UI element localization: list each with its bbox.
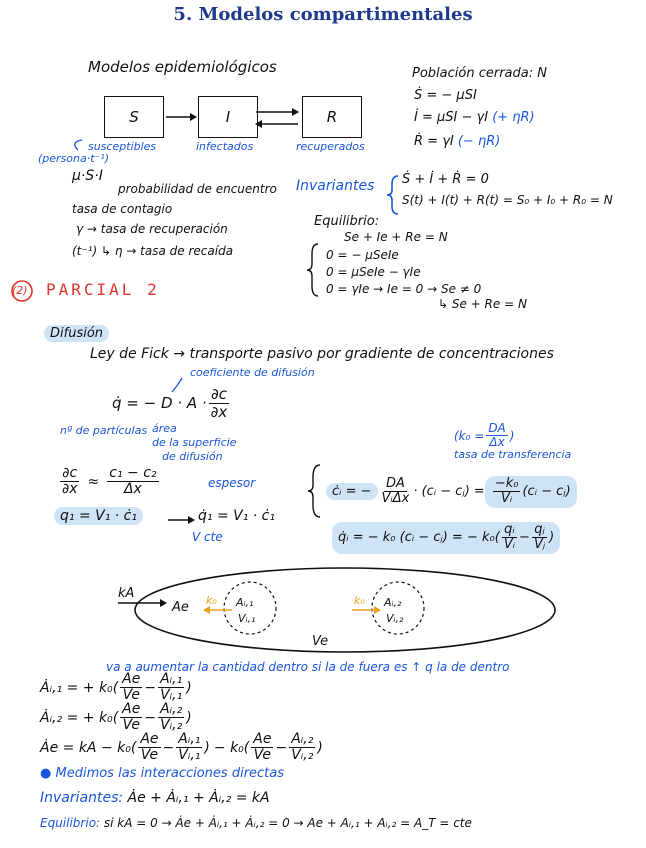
fick-line: Ley de Fick → transporte pasivo por gradiente de concentraciones	[90, 346, 554, 362]
eq-s: Ṡ = − μSI	[414, 88, 477, 103]
ae-f3n: Ae	[253, 731, 272, 747]
mu-term: μ·S·I	[72, 168, 103, 184]
approx-rhs-den: Δx	[123, 481, 142, 498]
q1-dot: q̇₁ = V₁ · ċ₁	[198, 508, 275, 524]
approx-lhs-num: ∂c	[62, 465, 78, 481]
ae-f2d: Vᵢ,₁	[178, 747, 201, 764]
brace-invariantes	[387, 176, 398, 214]
a2-f1	[120, 702, 142, 734]
ci-den: VᵢΔx	[381, 491, 410, 507]
eta-note: (t⁻¹) ↳ η → tasa de recaída	[72, 244, 234, 258]
ci-tail: (cᵢ − cⱼ)	[522, 484, 571, 500]
a1-lhs: Ȧᵢ,₁ = + k₀	[40, 679, 113, 696]
label-susceptibles: susceptibles	[88, 140, 157, 153]
inv-1: Ṡ + İ + Ṙ = 0	[402, 172, 489, 187]
ae-f4n: Aᵢ,₂	[291, 731, 314, 747]
inv-2: S(t) + I(t) + R(t) = S₀ + I₀ + R₀ = N	[402, 193, 613, 207]
dc: ∂c	[210, 385, 227, 403]
a2-f2n: Aᵢ,₂	[160, 701, 183, 717]
ae-f1n: Ae	[140, 731, 159, 747]
prob-note: probabilidad de encuentro	[118, 182, 277, 196]
epi-heading: Modelos epidemiológicos	[88, 58, 277, 76]
k0-right-label: k₀	[354, 594, 365, 607]
box-susceptibles	[104, 96, 164, 138]
box-r-label: R	[326, 108, 338, 126]
qi-a-den: Vᵢ	[503, 537, 516, 553]
tasa-contagio: tasa de contagio	[72, 202, 173, 216]
vi2-label: Vᵢ,₂	[386, 612, 404, 625]
eq-i-main: İ = μSI − γI	[414, 110, 489, 125]
a2-equation: Ȧᵢ,₂ = + k₀ ( $\frac{Ae}{Ve}$ − $\frac{\text{Aᵢ,₂}}{\text{Vᵢ,₂}}$ )	[40, 701, 192, 734]
k0-lhs: (k₀ =	[454, 428, 485, 443]
eq-bottom	[40, 816, 472, 830]
equilibrio-label: Equilibrio:	[314, 214, 380, 229]
inv-bottom-label: Invariantes:	[40, 790, 124, 806]
v-cte-note: V cte	[192, 530, 223, 544]
a2-f2d: Vᵢ,₂	[160, 717, 183, 734]
k0-den: Δx	[489, 435, 505, 450]
coef-note: coeficiente de difusión	[190, 366, 315, 379]
eq-e4: ↳ Se + Re = N	[438, 297, 527, 311]
a2-f1n: Ae	[122, 701, 141, 717]
qi-lhs: q̇ᵢ = − k₀ (cᵢ − cⱼ) = − k₀	[338, 530, 495, 546]
area-note-2: de la superficie	[152, 436, 237, 449]
dc-dx-frac	[209, 386, 230, 420]
a1-f1n: Ae	[122, 671, 141, 687]
eq-r-main: Ṙ = γI	[414, 134, 454, 149]
medimos-text: Medimos las interacciones directas	[55, 766, 285, 781]
approx-rhs	[107, 466, 158, 498]
dx: ∂x	[210, 402, 228, 421]
area-note-1: área	[152, 422, 177, 435]
qi-frac-a	[502, 523, 517, 553]
vi1-label: Vᵢ,₁	[238, 612, 256, 625]
eq-r	[414, 134, 500, 149]
eq-i-extra: (+ ηR)	[492, 110, 535, 125]
a2-f2	[158, 702, 184, 734]
dif-heading	[44, 326, 109, 341]
box-infectados	[198, 96, 258, 138]
parcial-text: PARCIAL 2	[46, 280, 160, 299]
ci-highlight	[485, 476, 577, 508]
ci-num2: −k₀	[494, 476, 519, 491]
ae-mid: − k₀	[213, 739, 244, 756]
persona-note: (persona·t⁻¹)	[38, 152, 110, 165]
ae-lhs: Ȧe = kA − k₀	[40, 739, 131, 756]
eq-r-extra: (− ηR)	[457, 134, 501, 149]
label-recuperados: recuperados	[296, 140, 365, 153]
qi-equation	[332, 522, 560, 554]
k0-rhs: )	[509, 428, 515, 443]
eq-e1: 0 = − μSeIe	[326, 248, 399, 262]
ka-label: kA	[118, 586, 135, 601]
label-infectados: infectados	[196, 140, 254, 153]
k0-num: DA	[488, 421, 506, 435]
ai1-label: Aᵢ,₁	[236, 596, 254, 609]
inv-bottom	[40, 790, 270, 806]
parcial-mark: (2)	[12, 284, 28, 297]
qi-b-den: Vⱼ	[533, 537, 546, 553]
qdot-lhs: q̇ = − D · A ·	[112, 394, 207, 412]
a1-f1d: Ve	[122, 687, 140, 704]
approx-equation: $\frac{\partial c}{\partial x}$ ≈ $\frac{\text{c₁ − c₂}}{\Delta x}$	[62, 465, 157, 498]
eq-e0: Se + Ie + Re = N	[344, 230, 448, 244]
ae-f3d: Ve	[253, 747, 272, 764]
ci-lhs: ċᵢ = −	[326, 483, 378, 500]
a2-lhs: Ȧᵢ,₂ = + k₀	[40, 709, 113, 726]
qi-a-num: qᵢ	[504, 522, 515, 537]
area-note-3: de difusión	[162, 450, 223, 463]
brace-equilibrio	[307, 244, 318, 296]
ci-frac2	[493, 477, 521, 507]
k0-frac	[486, 422, 507, 449]
brace-difusion	[308, 465, 320, 517]
eq-bottom-eq: si kA = 0 → Ȧe + Ȧᵢ,₁ + Ȧᵢ,₂ = 0 → Ae + Aᵢ,₁ + Aᵢ,₂ = A_T = cte	[103, 816, 472, 830]
fick-equation	[112, 386, 231, 420]
bullet-icon: ●	[40, 766, 52, 781]
gamma-note: γ → tasa de recuperación	[76, 222, 228, 236]
ci-mid: · (cᵢ − cⱼ) =	[413, 484, 485, 500]
particulas-note: nº de partículas	[60, 424, 148, 437]
eq-e2: 0 = μSeIe − γIe	[326, 265, 421, 279]
medimos-note	[40, 766, 284, 781]
box-s-label: S	[129, 108, 139, 126]
ae-f4	[289, 732, 315, 764]
ae-f2n: Aᵢ,₁	[178, 731, 201, 747]
q1-eq	[54, 508, 143, 524]
eq-i	[414, 110, 535, 125]
eq-bottom-label: Equilibrio:	[40, 816, 101, 830]
ci-equation	[326, 476, 577, 508]
inv-bottom-eq: Ȧe + Ȧᵢ,₁ + Ȧᵢ,₂ = kA	[127, 790, 270, 806]
eq-e3: 0 = γIe → Ie = 0 → Se ≠ 0	[326, 282, 482, 296]
ci-den2: Vᵢ	[501, 491, 513, 507]
box-i-label: I	[225, 108, 231, 126]
box-recuperados	[302, 96, 362, 138]
q1-eq-text: q₁ = V₁ · ċ₁	[54, 507, 143, 525]
extracellular-ellipse	[135, 568, 555, 652]
a1-f2d: Vᵢ,₁	[160, 687, 183, 704]
ae-f1	[138, 732, 160, 764]
espesor-note: espesor	[208, 476, 256, 490]
dif-heading-text: Difusión	[44, 325, 109, 342]
page-title: 5. Modelos compartimentales	[173, 4, 473, 25]
tasa-transf: tasa de transferencia	[454, 448, 572, 461]
ae-equation: Ȧe = kA − k₀ ( $\frac{Ae}{Ve}$ − $\frac{\text{Aᵢ,₁}}{\text{Vᵢ,₁}}$ ) − k₀ ( $\frac{Ae}{Ve}$ − $\frac{\text{Aᵢ,₂}}{\text{Vᵢ,₂}}$ )	[40, 731, 323, 764]
qi-highlight: q̇ᵢ = − k₀ (cᵢ − cⱼ) = − k₀ ( $\frac{\text{qᵢ}}{\text{Vᵢ}}$ − $\frac{\text{qⱼ}}{\text{Vⱼ}}$ )	[332, 522, 560, 554]
ci-num: DA	[385, 476, 405, 491]
a1-f2n: Aᵢ,₁	[160, 671, 183, 687]
qi-frac-b	[532, 523, 547, 553]
ae-label: Ae	[172, 600, 189, 615]
ve-label: Ve	[312, 634, 329, 649]
a1-equation: Ȧᵢ,₁ = + k₀ ( $\frac{Ae}{Ve}$ − $\frac{\text{Aᵢ,₁}}{\text{Vᵢ,₁}}$ )	[40, 671, 192, 704]
a2-f1d: Ve	[122, 717, 140, 734]
va-note: va a aumentar la cantidad dentro si la de fuera es ↑ q la de dentro	[106, 660, 510, 674]
ae-f1d: Ve	[140, 747, 159, 764]
invariantes-label: Invariantes	[296, 178, 375, 194]
poblacion: Población cerrada: N	[412, 66, 547, 81]
qi-b-num: qⱼ	[534, 522, 545, 537]
k0-definition	[454, 422, 514, 449]
ai2-label: Aᵢ,₂	[384, 596, 402, 609]
a1-f2	[158, 672, 184, 704]
ae-f3	[251, 732, 273, 764]
ae-f4d: Vᵢ,₂	[291, 747, 314, 764]
approx-lhs	[60, 466, 80, 498]
a1-f1	[120, 672, 142, 704]
approx-lhs-den: ∂x	[62, 481, 78, 498]
k0-left-label: k₀	[206, 594, 217, 607]
approx-rhs-num: c₁ − c₂	[109, 465, 157, 481]
ae-f2	[176, 732, 202, 764]
ci-frac	[380, 477, 412, 507]
